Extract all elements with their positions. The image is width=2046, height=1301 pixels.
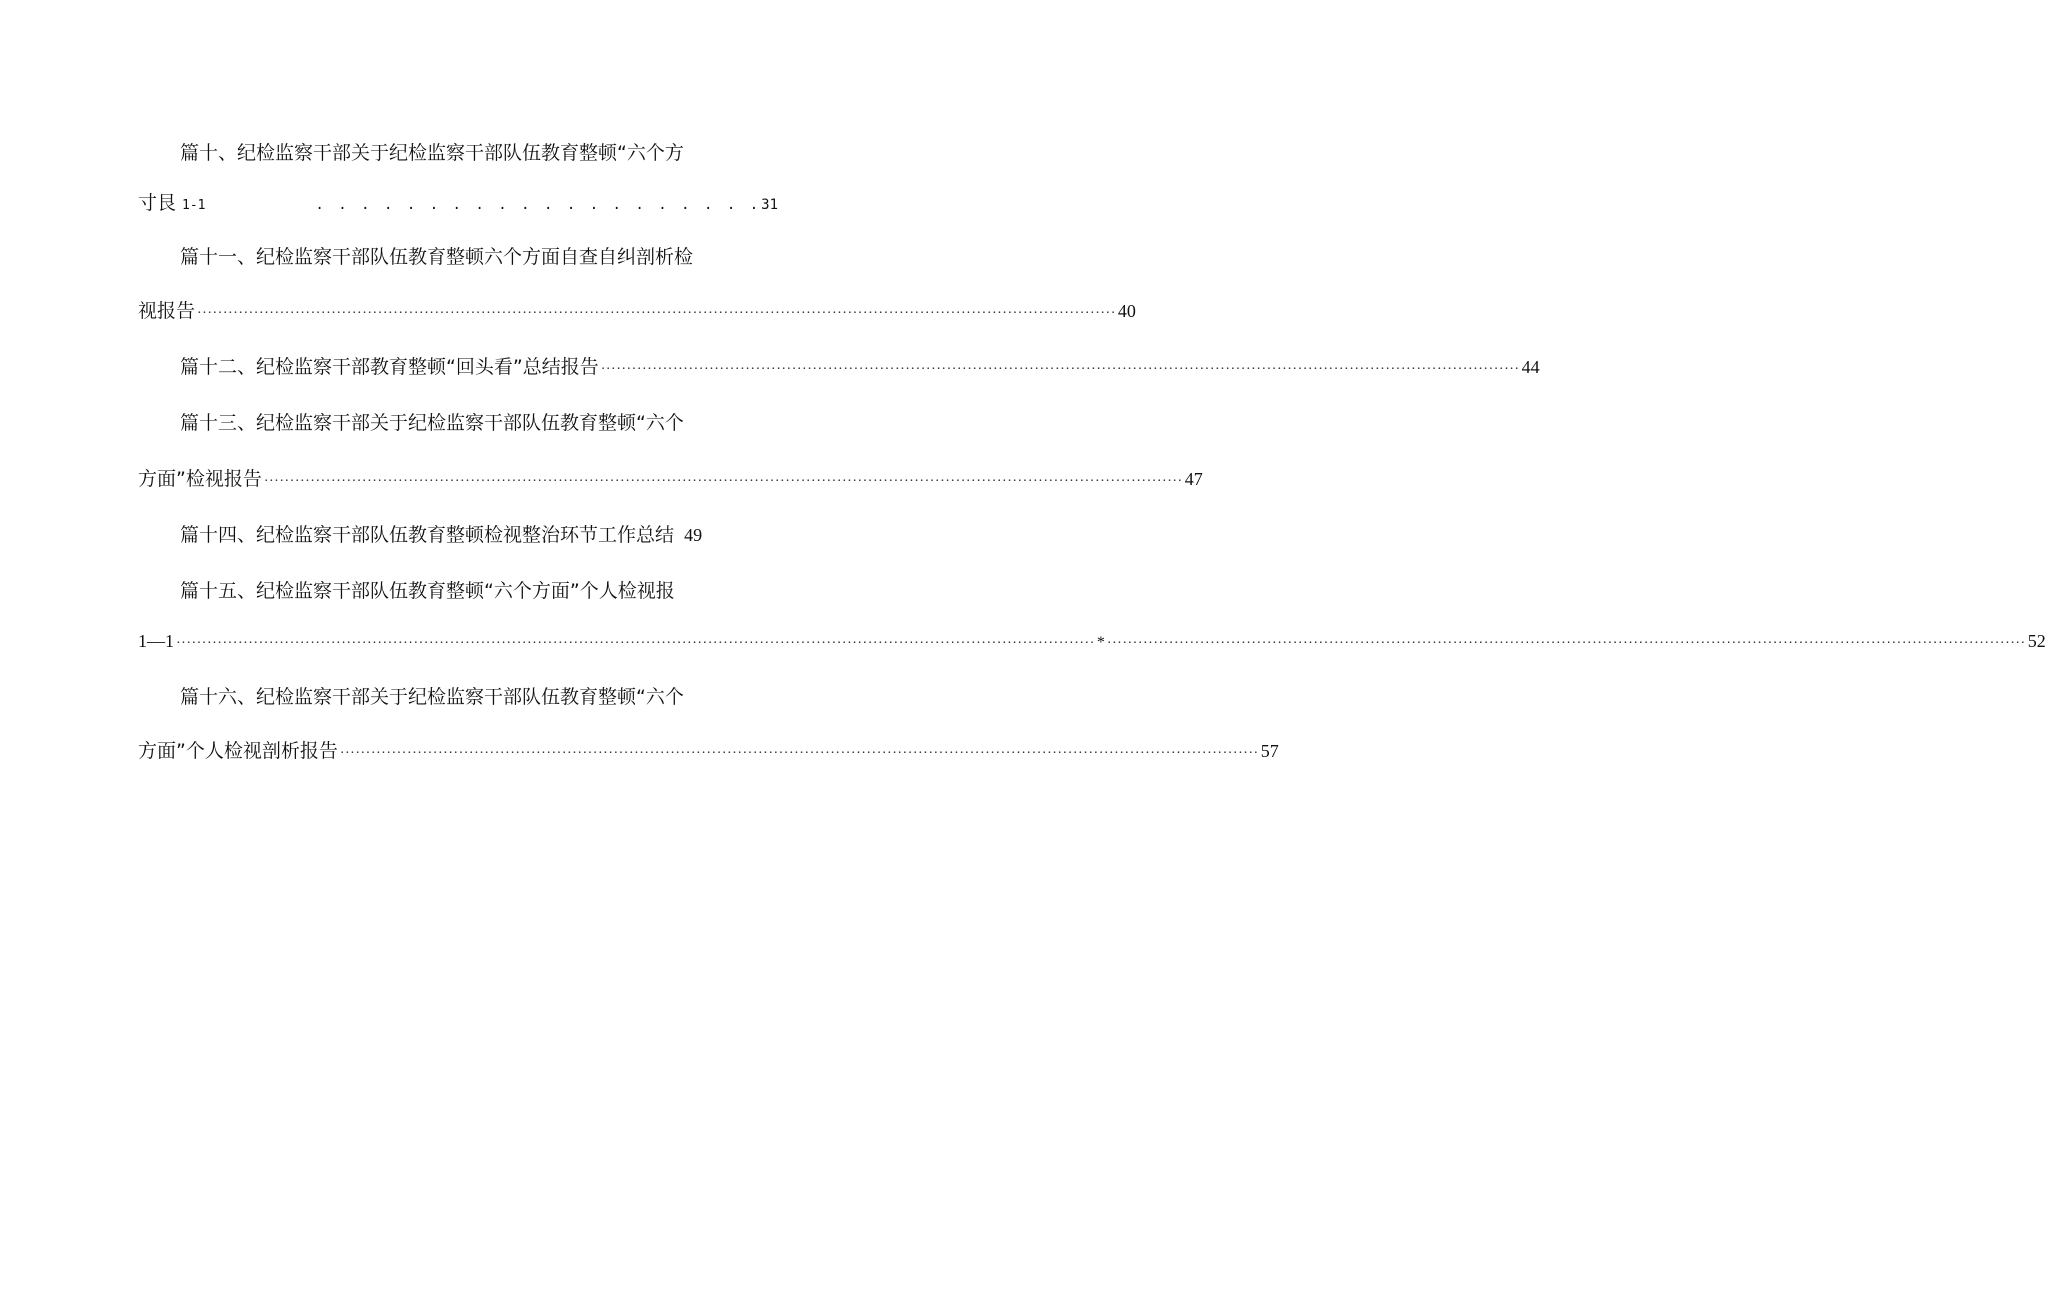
toc-entry-13-page: 47 [1184,469,1203,489]
toc-entry-15-line1 [180,574,740,608]
toc-entry-16-line1 [180,680,740,714]
toc-entry-14-title: 篇十四、纪检监察干部队伍教育整顿检视整治环节工作总结 [180,524,675,546]
toc-entry-12-leader: ·················································································································································································· [600,362,1520,377]
toc-entry-10-leader: . . . . . . . . . . . . . . . . . . . . [315,197,762,213]
toc-entry-10-mark: 1-1 [182,198,206,213]
toc-entry-15-page: 52 [2027,631,2046,651]
toc-entry-10-line2 [138,186,778,220]
toc-entry-13-leader: ·················································································································································································· [263,474,1183,489]
toc-entry-16-line2 [138,734,1279,768]
toc-entry-15-mark: * [1096,634,1105,651]
toc-entry-12-page: 44 [1521,357,1540,377]
toc-entry-16-title: 篇十六、纪检监察干部关于纪检监察干部队伍教育整顿“六个 [180,686,684,708]
toc-entry-11-leader: ·················································································································································································· [197,306,1116,321]
toc-entry-14-line1 [180,518,740,552]
toc-entry-16-leader: ·················································································································································································· [339,746,1259,761]
toc-entry-15-title: 篇十五、纪检监察干部队伍教育整顿“六个方面”个人检视报 [180,580,675,602]
toc-entry-15-leader-a: ·················································································································································································· [176,636,1095,651]
toc-entry-11-title: 篇十一、纪检监察干部队伍教育整顿六个方面自查自纠剖析检 [180,246,694,268]
toc-entry-15-line2 [138,624,2046,658]
toc-entry-10-title: 篇十、纪检监察干部关于纪检监察干部队伍教育整顿“六个方 [180,142,684,164]
toc-entry-12-line1 [180,350,1540,384]
toc-entry-11-line1 [180,240,740,274]
toc-entry-11-page: 40 [1117,301,1136,321]
toc-entry-14-page: 49 [684,525,703,545]
toc-entry-13-line1 [180,406,740,440]
toc-entry-13-title-cont: 方面”检视报告 [138,468,262,490]
toc-entry-15-title-cont: 1—1 [138,631,174,651]
toc-entry-10-line1 [180,136,740,170]
toc-entry-10-title-cont: 寸艮 [138,192,177,214]
toc-entry-16-title-cont: 方面”个人检视剖析报告 [138,740,338,762]
toc-entry-11-title-cont: 视报告 [138,300,196,322]
toc-entry-16-page: 57 [1260,741,1279,761]
toc-entry-10-page: 31 [761,197,778,213]
toc-entry-13-line2 [138,462,1203,496]
toc-entry-11-line2 [138,294,1136,328]
toc-entry-15-leader-b: ·················································································································································································· [1106,636,2026,651]
toc-entry-12-title: 篇十二、纪检监察干部教育整顿“回头看”总结报告 [180,356,599,378]
toc-entry-13-title: 篇十三、纪检监察干部关于纪检监察干部队伍教育整顿“六个 [180,412,684,434]
